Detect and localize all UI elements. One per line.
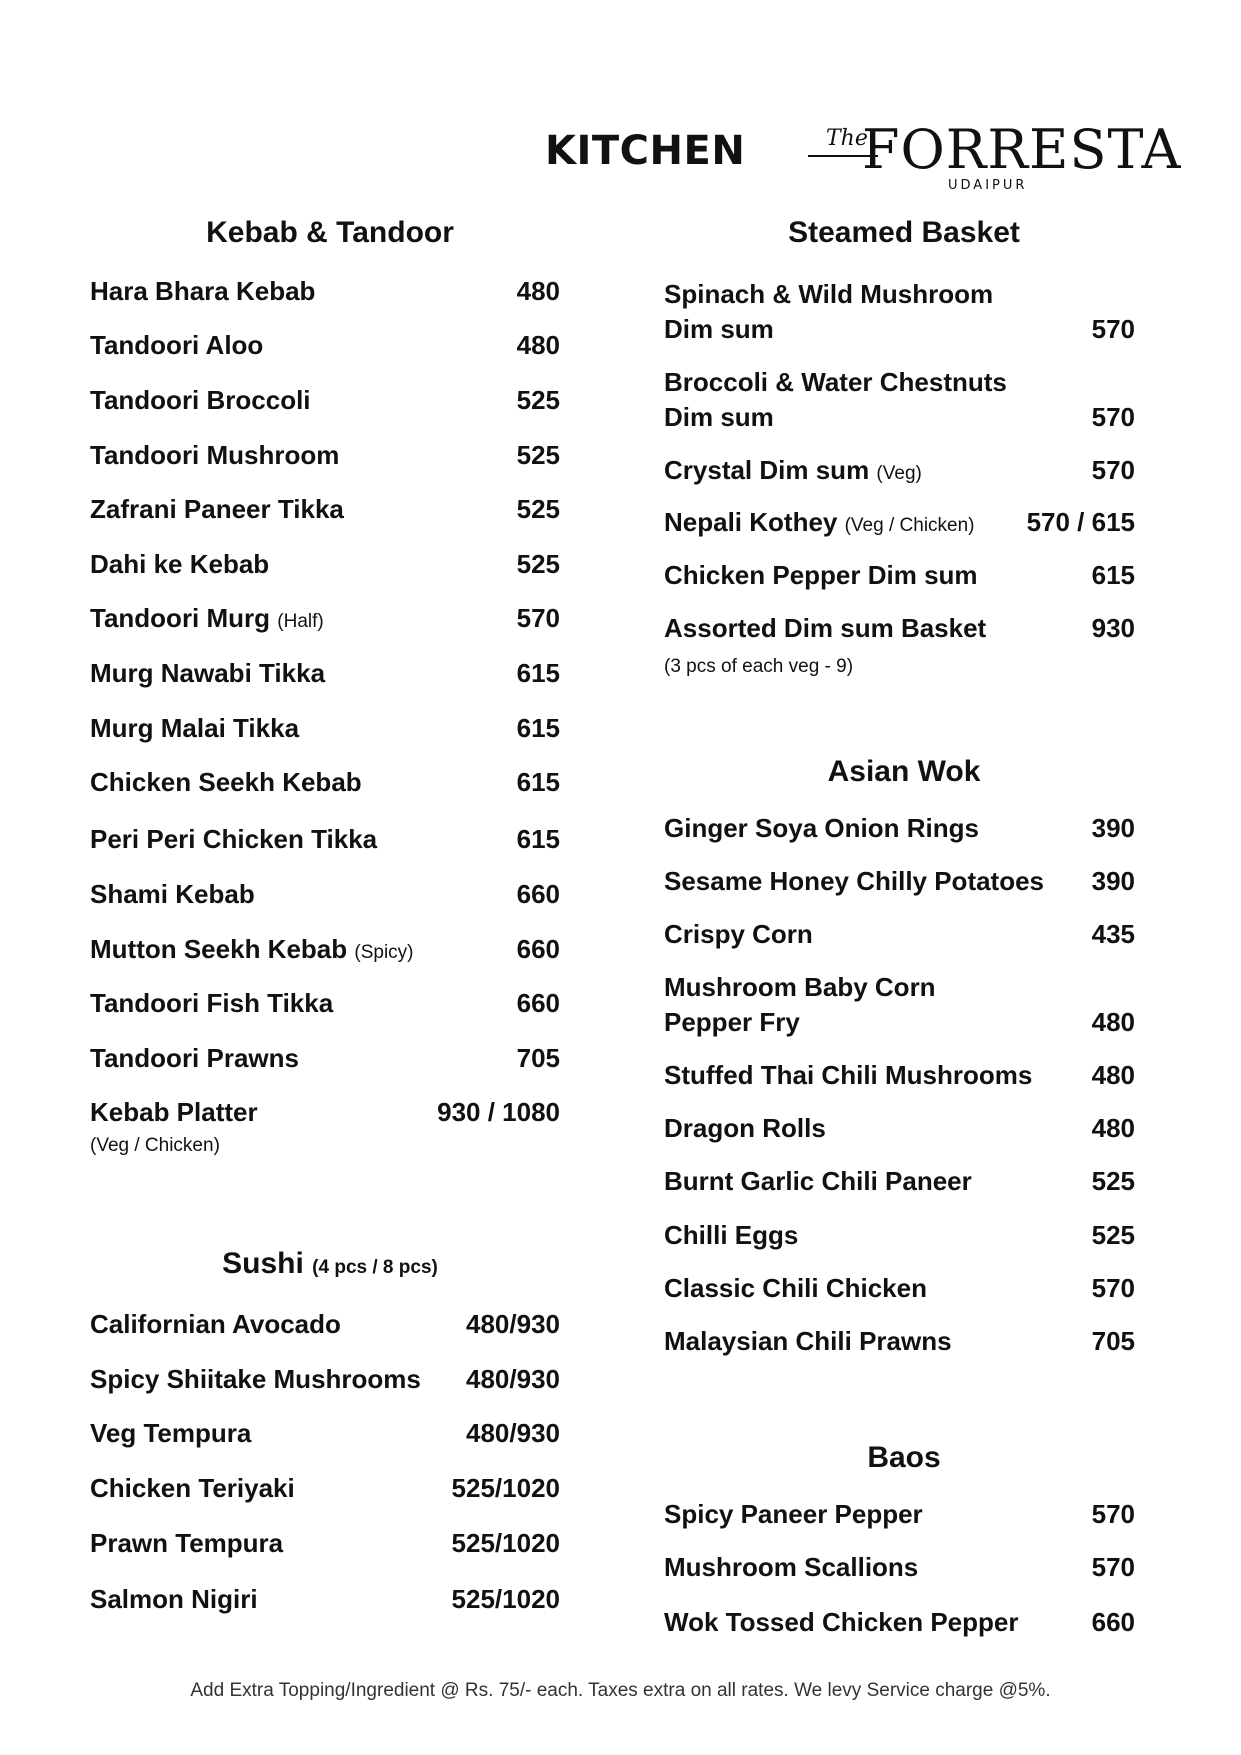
- menu-item-price: 570 / 615: [1026, 507, 1135, 537]
- menu-item-price: 570: [516, 603, 560, 633]
- menu-item-price: 930 / 1080: [437, 1097, 560, 1127]
- menu-item-price: 930: [1091, 613, 1135, 643]
- menu-item-name: Tandoori Fish Tikka: [90, 988, 334, 1018]
- menu-item-name: Spicy Shiitake Mushrooms: [90, 1364, 421, 1394]
- menu-item-name: Spinach & Wild Mushroom: [664, 279, 994, 309]
- menu-item-name: Sesame Honey Chilly Potatoes: [664, 866, 1045, 896]
- menu-item-price: 525/1020: [451, 1528, 560, 1558]
- menu-item-name: Malaysian Chili Prawns: [664, 1326, 952, 1356]
- page-title: KITCHEN: [545, 128, 746, 174]
- menu-item-name: Wok Tossed Chicken Pepper: [664, 1607, 1019, 1637]
- menu-item-price: 480/930: [466, 1364, 560, 1394]
- menu-item-name-line2: Dim sum: [664, 314, 774, 344]
- menu-item-name: Chilli Eggs: [664, 1220, 799, 1250]
- logo-name: FORRESTA: [862, 118, 1182, 181]
- menu-item-name: Dahi ke Kebab: [90, 549, 270, 579]
- menu-item-name: Chicken Teriyaki: [90, 1473, 295, 1503]
- menu-item-name: Chicken Pepper Dim sum: [664, 560, 978, 590]
- section-title-baos: Baos: [867, 1441, 941, 1474]
- menu-item-price: 660: [516, 879, 560, 909]
- menu-item-price: 390: [1091, 813, 1135, 843]
- menu-item-name-line2: Pepper Fry: [664, 1007, 800, 1037]
- menu-item-name: Broccoli & Water Chestnuts: [664, 367, 1007, 397]
- menu-item-note: (Veg / Chicken): [844, 515, 975, 536]
- menu-item-name: [664, 507, 975, 538]
- menu-item-name: Salmon Nigiri: [90, 1584, 258, 1614]
- menu-item-price: 525/1020: [451, 1473, 560, 1503]
- menu-item-name: Kebab Platter: [90, 1097, 258, 1127]
- menu-item-price: 435: [1091, 919, 1135, 949]
- logo-prefix: The: [826, 126, 868, 151]
- section-title-steamed: Steamed Basket: [788, 216, 1020, 249]
- menu-item-name: Burnt Garlic Chili Paneer: [664, 1166, 972, 1196]
- menu-item-name: Tandoori Aloo: [90, 330, 264, 360]
- menu-item-subnote: (Veg / Chicken): [90, 1135, 220, 1156]
- menu-item-name: Dragon Rolls: [664, 1113, 826, 1143]
- menu-item-name: Murg Nawabi Tikka: [90, 658, 326, 688]
- menu-item-price: 480: [516, 330, 560, 360]
- menu-item-price: 570: [1091, 1552, 1135, 1582]
- menu-item-price: 525: [516, 494, 560, 524]
- menu-item-price: 615: [1091, 560, 1135, 590]
- menu-item-name: Shami Kebab: [90, 879, 255, 909]
- menu-item-note: (Half): [277, 611, 324, 632]
- menu-item-price: 480: [1091, 1113, 1135, 1143]
- menu-item-price: 525: [516, 385, 560, 415]
- menu-item-price: 480/930: [466, 1309, 560, 1339]
- menu-item-label: Crystal Dim sum: [664, 455, 870, 485]
- menu-item-price: 480: [1091, 1007, 1135, 1037]
- menu-item-price: 615: [516, 713, 560, 743]
- menu-item-subnote: (3 pcs of each veg - 9): [664, 656, 854, 677]
- menu-item-price: 660: [1091, 1607, 1135, 1637]
- menu-item-name: Prawn Tempura: [90, 1528, 284, 1558]
- menu-item-name: Stuffed Thai Chili Mushrooms: [664, 1060, 1033, 1090]
- menu-item-price: 570: [1091, 314, 1135, 344]
- menu-item-name: [90, 603, 324, 634]
- menu-item-name: Peri Peri Chicken Tikka: [90, 824, 378, 854]
- menu-item-note: (Veg): [876, 463, 922, 484]
- forresta-logo: [808, 118, 1182, 200]
- menu-item-price: 660: [516, 988, 560, 1018]
- menu-item-label: Mutton Seekh Kebab: [90, 934, 348, 964]
- section-title-wok: Asian Wok: [827, 755, 981, 788]
- sushi-title: Sushi: [222, 1247, 304, 1280]
- menu-item-label: Tandoori Murg: [90, 603, 271, 633]
- menu-item-name: Spicy Paneer Pepper: [664, 1499, 923, 1529]
- menu-item-name-line2: Dim sum: [664, 402, 774, 432]
- menu-item-name: Mushroom Baby Corn: [664, 972, 936, 1002]
- menu-item-price: 570: [1091, 1273, 1135, 1303]
- menu-item-price: 570: [1091, 455, 1135, 485]
- menu-item-name: Ginger Soya Onion Rings: [664, 813, 979, 843]
- menu-item-price: 570: [1091, 1499, 1135, 1529]
- sushi-note: (4 pcs / 8 pcs): [312, 1257, 438, 1278]
- menu-item-name: Zafrani Paneer Tikka: [90, 494, 344, 524]
- menu-item-price: 525: [516, 440, 560, 470]
- menu-item-name: Classic Chili Chicken: [664, 1273, 927, 1303]
- menu-item-name: Veg Tempura: [90, 1418, 252, 1448]
- menu-item-price: 660: [516, 934, 560, 964]
- menu-item-name: Murg Malai Tikka: [90, 713, 300, 743]
- menu-item-name: [90, 934, 414, 965]
- menu-item-name: Chicken Seekh Kebab: [90, 767, 362, 797]
- menu-item-price: 480: [516, 276, 560, 306]
- menu-item-price: 480/930: [466, 1418, 560, 1448]
- menu-item-price: 615: [516, 824, 560, 854]
- menu-item-price: 615: [516, 767, 560, 797]
- logo-city: UDAIPUR: [948, 178, 1028, 193]
- menu-item-name: Tandoori Mushroom: [90, 440, 340, 470]
- menu-item-price: 480: [1091, 1060, 1135, 1090]
- menu-item-name: Assorted Dim sum Basket: [664, 613, 987, 643]
- menu-item-price: 615: [516, 658, 560, 688]
- menu-item-name: [664, 455, 922, 486]
- menu-item-note: (Spicy): [354, 942, 414, 963]
- menu-item-price: 525: [516, 549, 560, 579]
- menu-item-price: 525: [1091, 1220, 1135, 1250]
- menu-item-name: Tandoori Broccoli: [90, 385, 311, 415]
- menu-item-name: Crispy Corn: [664, 919, 813, 949]
- menu-item-name: Hara Bhara Kebab: [90, 276, 316, 306]
- menu-item-name: Tandoori Prawns: [90, 1043, 299, 1073]
- menu-item-price: 525: [1091, 1166, 1135, 1196]
- menu-item-price: 570: [1091, 402, 1135, 432]
- menu-item-price: 705: [1091, 1326, 1135, 1356]
- section-title-sushi: [90, 1247, 570, 1281]
- menu-item-label: Nepali Kothey: [664, 507, 838, 537]
- footer-note: Add Extra Topping/Ingredient @ Rs. 75/- each. Taxes extra on all rates. We levy Service charge @5%.: [190, 1680, 1051, 1701]
- menu-item-price: 705: [516, 1043, 560, 1073]
- menu-item-name: Mushroom Scallions: [664, 1552, 919, 1582]
- menu-item-price: 390: [1091, 866, 1135, 896]
- section-title-kebab: Kebab & Tandoor: [206, 216, 454, 249]
- menu-item-name: Californian Avocado: [90, 1309, 341, 1339]
- menu-item-price: 525/1020: [451, 1584, 560, 1614]
